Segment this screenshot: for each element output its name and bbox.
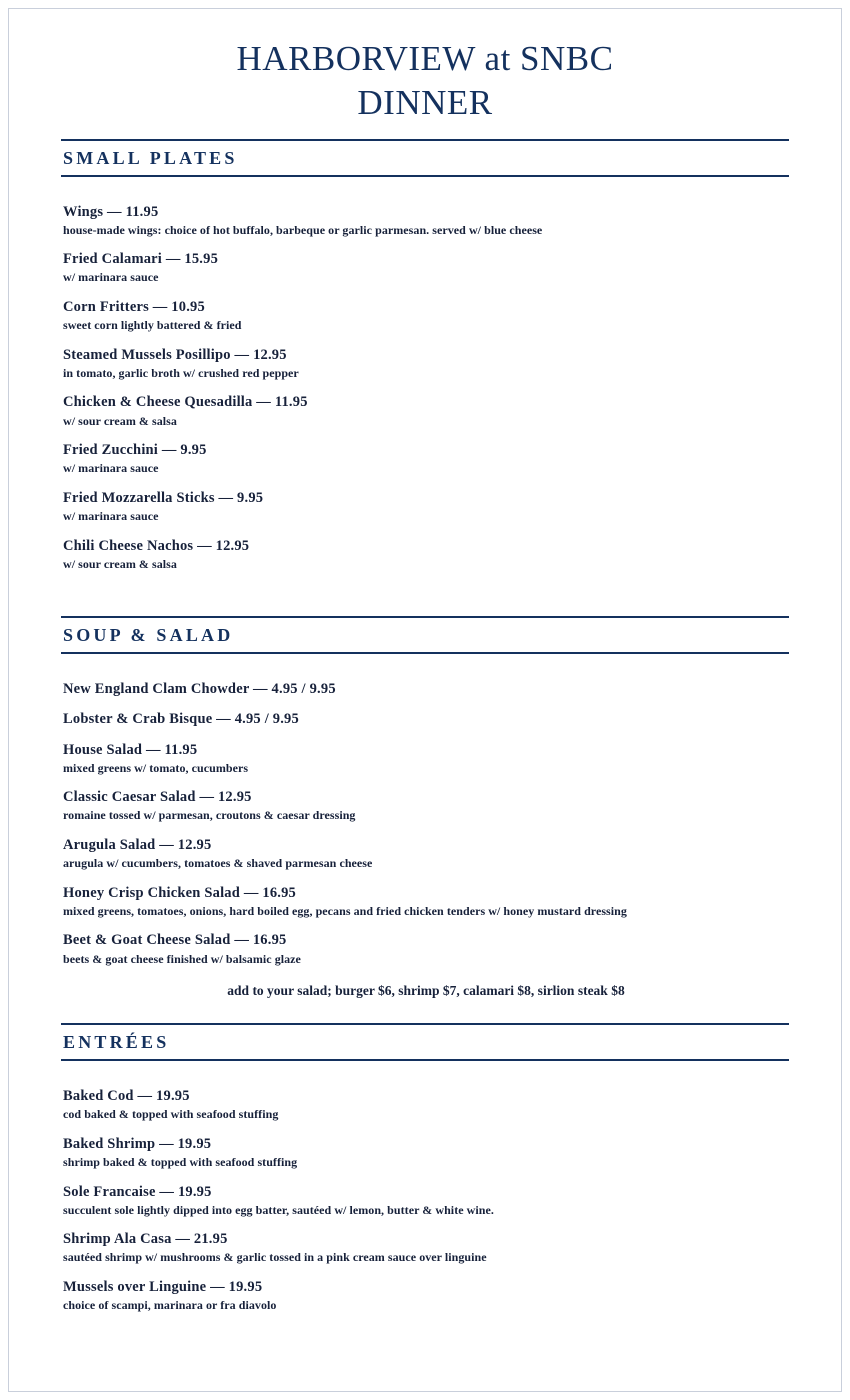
menu-item [63, 1087, 789, 1123]
title-line-2: DINNER [357, 82, 493, 122]
menu-item-description: shrimp baked & topped with seafood stuffing [63, 1154, 298, 1169]
menu-item-name: Fried Zucchini — 9.95 [63, 442, 207, 459]
menu-item-description: w/ marinara sauce [63, 461, 159, 476]
menu-item [63, 741, 789, 777]
menu-item-description: romaine tossed w/ parmesan, croutons & caesar dressing [63, 808, 356, 823]
menu-item-name: Chicken & Cheese Quesadilla — 11.95 [63, 394, 308, 411]
menu-item [63, 1183, 789, 1219]
menu-item [63, 836, 789, 872]
menu-item-name: Steamed Mussels Posillipo — 12.95 [63, 346, 287, 363]
menu-page [8, 8, 842, 1392]
menu-item-name: Fried Mozzarella Sticks — 9.95 [63, 489, 264, 506]
menu-item-description: w/ marinara sauce [63, 508, 159, 523]
menu-content [9, 9, 841, 1314]
section-heading: SMALL PLATES [63, 147, 238, 168]
section-spacer [61, 584, 789, 602]
section-heading: SOUP & SALAD [63, 625, 234, 646]
menu-item-name: Arugula Salad — 12.95 [63, 836, 212, 853]
section-items [61, 177, 789, 573]
menu-item-description: succulent sole lightly dipped into egg batter, sautéed w/ lemon, butter & white wine. [63, 1202, 494, 1217]
section-spacer [61, 1005, 789, 1009]
menu-item-name: Lobster & Crab Bisque — 4.95 / 9.95 [63, 711, 299, 728]
menu-item [63, 1230, 789, 1266]
menu-item-description: arugula w/ cucumbers, tomatoes & shaved parmesan cheese [63, 856, 373, 871]
menu-item [63, 537, 789, 573]
menu-item-description: in tomato, garlic broth w/ crushed red pepper [63, 365, 299, 380]
menu-item-description: w/ sour cream & salsa [63, 413, 177, 428]
menu-item [63, 710, 789, 728]
menu-item-name: Baked Shrimp — 19.95 [63, 1135, 212, 1152]
menu-item [63, 680, 789, 698]
title-line-1: HARBORVIEW at SNBC [236, 39, 614, 78]
menu-item-name: Classic Caesar Salad — 12.95 [63, 789, 252, 806]
menu-item-description: beets & goat cheese finished w/ balsamic glaze [63, 951, 301, 966]
menu-item-name: New England Clam Chowder — 4.95 / 9.95 [63, 681, 336, 698]
section-items [61, 654, 789, 999]
menu-section-entrees [61, 1023, 789, 1314]
menu-item-name: Mussels over Linguine — 19.95 [63, 1278, 263, 1295]
menu-item [63, 393, 789, 429]
section-items [61, 1061, 789, 1314]
menu-item [63, 489, 789, 525]
menu-item [63, 203, 789, 239]
menu-item-description: mixed greens w/ tomato, cucumbers [63, 760, 249, 775]
menu-item [63, 250, 789, 286]
menu-item-description: mixed greens, tomatoes, onions, hard boiled egg, pecans and fried chicken tenders w/ honey mustard dressing [63, 903, 627, 918]
menu-item-description: house-made wings: choice of hot buffalo, barbeque or garlic parmesan. served w/ blue cheese [63, 222, 543, 237]
menu-item-description: cod baked & topped with seafood stuffing [63, 1107, 279, 1122]
menu-item-description: w/ sour cream & salsa [63, 556, 177, 571]
menu-item [63, 441, 789, 477]
menu-item [63, 1135, 789, 1171]
menu-item [63, 788, 789, 824]
menu-item-name: Chili Cheese Nachos — 12.95 [63, 537, 250, 554]
menu-item-description: w/ marinara sauce [63, 270, 159, 285]
menu-item-description: sweet corn lightly battered & fried [63, 318, 242, 333]
menu-item-description: sautéed shrimp w/ mushrooms & garlic tossed in a pink cream sauce over linguine [63, 1250, 487, 1265]
menu-item [63, 884, 789, 920]
page-title [61, 37, 789, 125]
menu-item-name: Sole Francaise — 19.95 [63, 1183, 212, 1200]
menu-item-name: Honey Crisp Chicken Salad — 16.95 [63, 884, 296, 901]
menu-item-name: Shrimp Ala Casa — 21.95 [63, 1231, 228, 1248]
menu-item-description: choice of scampi, marinara or fra diavolo [63, 1298, 277, 1313]
menu-item [63, 931, 789, 967]
menu-item [63, 346, 789, 382]
menu-section-small-plates [61, 139, 789, 573]
section-heading: ENTRÉES [63, 1032, 170, 1053]
menu-section-soup-and-salad [61, 616, 789, 999]
menu-item-name: Baked Cod — 19.95 [63, 1088, 190, 1105]
section-note: add to your salad; burger $6, shrimp $7, calamari $8, sirlion steak $8 [227, 983, 625, 999]
menu-item-name: Fried Calamari — 15.95 [63, 251, 219, 268]
menu-item-name: Wings — 11.95 [63, 203, 159, 220]
menu-item-name: Beet & Goat Cheese Salad — 16.95 [63, 932, 287, 949]
menu-item [63, 1278, 789, 1314]
menu-item-name: Corn Fritters — 10.95 [63, 298, 205, 315]
menu-item [63, 298, 789, 334]
menu-item-name: House Salad — 11.95 [63, 741, 198, 758]
